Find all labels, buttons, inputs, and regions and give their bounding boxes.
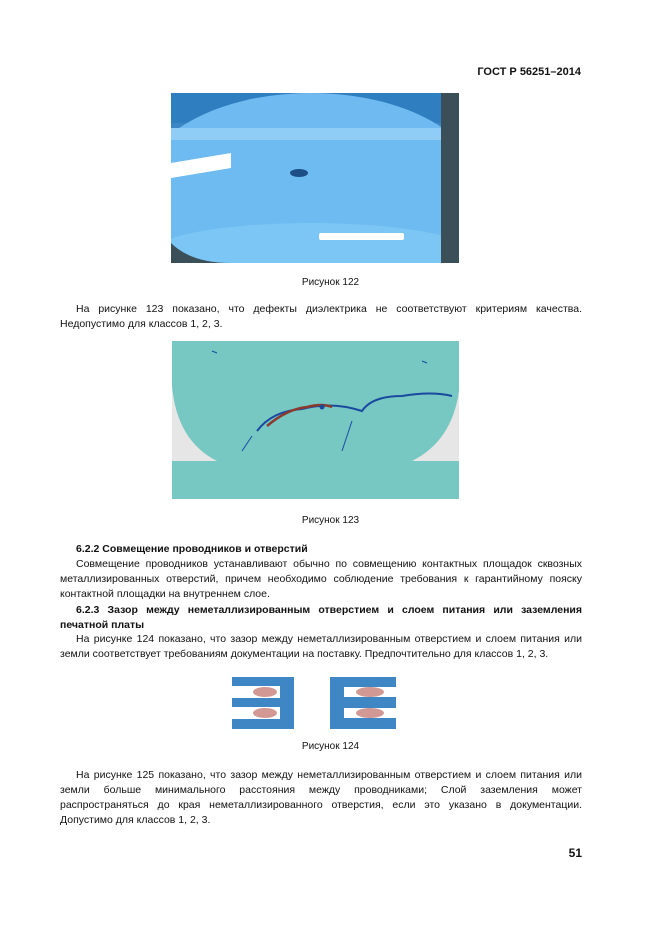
figure-124-left-image — [232, 677, 294, 729]
section-622-heading: 6.2.2 Совмещение проводников и отверстий — [76, 543, 308, 555]
figure-123-caption: Рисунок 123 — [301, 515, 360, 526]
section-623-heading: 6.2.3 Зазор между неметаллизированным отверстием и слоем питания или заземления печатной платы — [60, 604, 582, 631]
figure-124-right-image — [330, 677, 396, 729]
figure-124-caption: Рисунок 124 — [301, 741, 360, 752]
document-number: ГОСТ Р 56251–2014 — [477, 66, 581, 78]
paragraph-figure-123-description: На рисунке 123 показано, что дефекты диэлектрика не соответствуют критериям качества. Недопустимо для классов 1, 2, 3. — [60, 303, 582, 330]
figure-122-caption: Рисунок 122 — [301, 277, 360, 288]
figure-122-image — [171, 93, 459, 263]
section-623-text: На рисунке 124 показано, что зазор между неметаллизированным отверстием и слоем питания или земли соответствует требованиям документации на поставку. Предпочтительно для классов 1, 2, 3. — [60, 633, 582, 660]
section-622-text: Совмещение проводников устанавливают обычно по совмещению контактных площадок сквозных металлизированных отверстий, причем необходимо соблюдение требования к гарантийному пояску контактной площадки на внутреннем слое. — [60, 558, 582, 600]
paragraph-figure-125-description: На рисунке 125 показано, что зазор между неметаллизированным отверстием и слоем питания или земли больше минимального расстояния между проводниками; Слой заземления может распространяться до края неметаллизированного отверстия, если это указано в документации. Допустимо для классов 1, 2, 3. — [60, 769, 582, 826]
figure-123-image — [172, 341, 459, 499]
page-number: 51 — [568, 846, 582, 860]
